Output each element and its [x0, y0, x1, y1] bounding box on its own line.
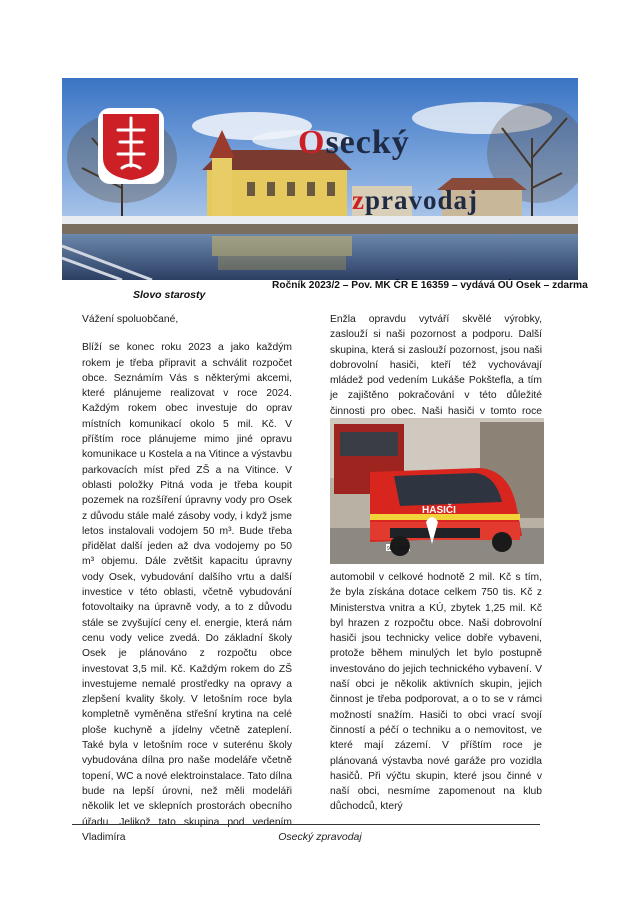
fire-truck-photo [330, 418, 544, 564]
greeting: Vážení spoluobčané, [82, 314, 179, 325]
footer-divider [72, 824, 540, 825]
left-column-body: Blíží se konec roku 2023 a jako každým rokem je třeba připravit a schválit rozpočet obce. Seznámím Vás s některými akcemi, které plánujeme realizovat v roce 2024. Každým rokem obec investuje do oprav místních komunikací okolo 5 mil. Kč. V příštím roce plánujeme mimo jiné opravu komunikace u Kostela a na Vitince a výstavbu parkovacích míst před ZŠ a na Vitince. V oblasti položky Pitná voda je třeba koupit pozemek na rozšíření úpravny vody pro Osek z důvodu stále malé zásoby vody, i když jsme letos instalovali vodojem 50 m³. Bude třeba přidělat další jeden až dva vodojemy po 50 m³ objemu. Dále zvětšit kapacitu úpravny vody Osek, vybudování dalšího vrtu a další investice v této oblasti, včetně vybudování fotovoltaiky na úpravně vody, a to z důvodu stále se zvyšující ceny el. energie, která nám cenu vody velice zvedá. Do základní školy Osek je plánováno z rozpočtu obce investovat 3,5 mil. Kč. Každým rokem do ZŠ investujeme nemalé prostředky na opravy a zlepšení kvality školy. V letošním roce byla kompletně vyměněna střešní krytina na celé ploše kuchyně a jídelny včetně zateplení. Také byla v letošním roce v suterénu školy vybudována dílna pro naše modeláře včetně topení, WC a nové elektroinstalace. Tato dílna bude na lepší úrovni, než měli modeláři několik let ve sklepních prostorách obecního úřadu. Jelikož tato skupina pod vedením Vladimíra [82, 342, 292, 843]
header-photo [62, 78, 578, 280]
left-column [82, 312, 292, 845]
right-column-top [330, 312, 542, 434]
right-column-bottom-text: automobil v celkové hodnotě 2 mil. Kč s tím, že byla získána dotace celkem 750 tis. Kč z Ministerstva vnitra a KÚ, zbytek 1,25 mil. Kč byl hrazen z rozpočtu obce. Naši dobrovolní hasiči jsou technicky velice dobře vybaveni, protože během minulých let bylo postupně investováno do jejich technického vybavení. V naší obci je několik aktivních skupin, jejich činnost je třeba podporovat, a o to se v rámci možností snažím. Hasiči to obci vrací svojí činností a péčí o techniku a o nemovitost, ve které mají zázemí. V příštím roce je plánovaná výstavba nové garáže pro vozidla hasičů. Při výčtu skupin, které jsou činné v naší obci, nesmíme zapomenout na klub důchodců, který [330, 572, 542, 813]
right-column-top-text: Enžla opravdu vytváří skvělé výrobky, zaslouží si naši pozornost a podporu. Další skupina, která si zaslouží pozornost, jsou naši dobrovolní hasiči, kteří též vychovávají mládež pod vedením Lukáše Pokštefla, a tím je zajištěno pokračování v této důležité činnosti pro obec. Naši hasiči v tomto roce [330, 314, 542, 417]
coat-of-arms-icon [98, 108, 164, 184]
masthead-title-line1: Osecký [298, 124, 410, 161]
license-plate: 9P2 9205 [387, 546, 409, 552]
masthead-title-line2: zpravodaj [352, 185, 478, 215]
right-column-bottom [330, 570, 542, 815]
footer-title: Osecký zpravodaj [278, 831, 362, 843]
van-label: HASIČI [422, 505, 456, 516]
section-title: Slovo starosty [133, 289, 206, 301]
issue-info: Ročník 2023/2 – Pov. MK ČR E 16359 – vydává OÚ Osek – zdarma [272, 280, 588, 291]
